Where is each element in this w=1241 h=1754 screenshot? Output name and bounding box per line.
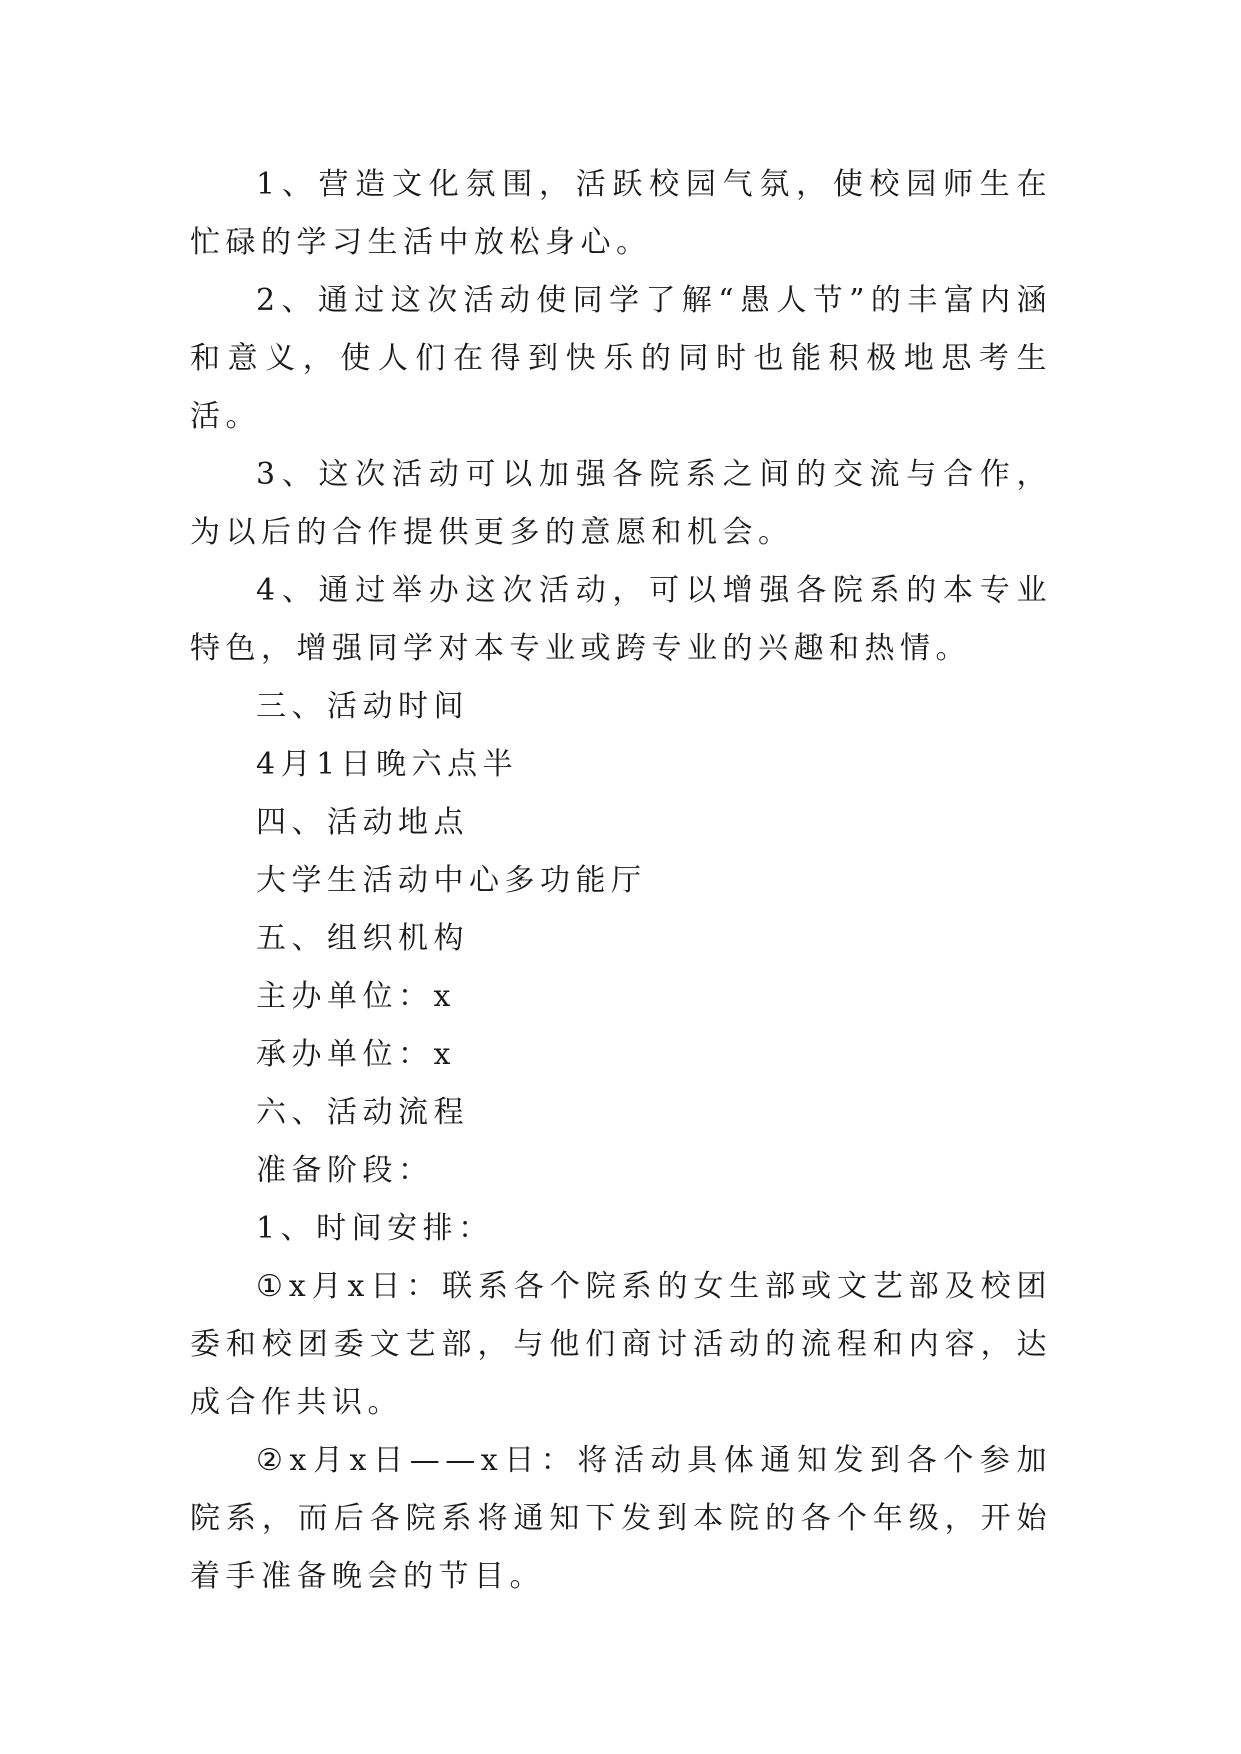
section-heading-process: 六、活动流程 (256, 1095, 469, 1130)
schedule-heading: 1、时间安排： (256, 1211, 494, 1246)
section-heading-organization: 五、组织机构 (256, 921, 469, 956)
preparation-stage: 准备阶段： (256, 1153, 434, 1188)
host-unit: 主办单位：x (256, 979, 456, 1014)
paragraph-purpose-1: 1、营造文化氛围，活跃校园气氛，使校园师生在忙碌的学习生活中放松身心。 (190, 167, 1052, 260)
organizer-unit: 承办单位：x (256, 1037, 456, 1072)
paragraph-purpose-2: 2、通过这次活动使同学了解“愚人节”的丰富内涵和意义，使人们在得到快乐的同时也能积极地思考生活。 (190, 283, 1052, 434)
schedule-item-2: ②x月x日——x日：将活动具体通知发到各个参加院系，而后各院系将通知下发到本院的各个年级，开始着手准备晚会的节目。 (190, 1443, 1052, 1594)
paragraph-purpose-4: 4、通过举办这次活动，可以增强各院系的本专业特色，增强同学对本专业或跨专业的兴趣和热情。 (190, 573, 1052, 666)
document-body (190, 156, 1052, 1606)
paragraph-purpose-3: 3、这次活动可以加强各院系之间的交流与合作，为以后的合作提供更多的意愿和机会。 (190, 457, 1052, 550)
event-time: 4月1日晚六点半 (256, 747, 519, 782)
section-heading-location: 四、活动地点 (256, 805, 469, 840)
event-location: 大学生活动中心多功能厅 (256, 863, 647, 898)
section-heading-time: 三、活动时间 (256, 689, 469, 724)
schedule-item-1: ①x月x日：联系各个院系的女生部或文艺部及校团委和校团委文艺部，与他们商讨活动的流程和内容，达成合作共识。 (190, 1269, 1052, 1420)
